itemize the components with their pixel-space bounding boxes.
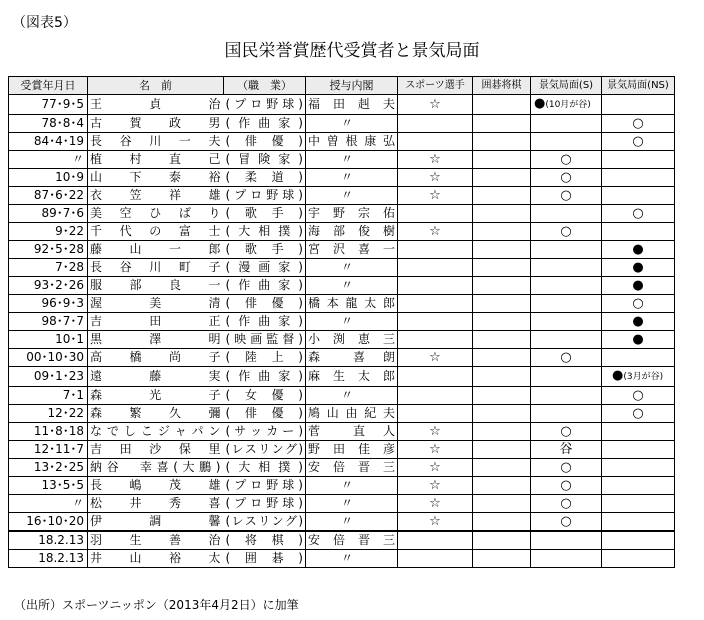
header-row xyxy=(9,77,675,95)
table-row xyxy=(9,531,675,550)
business-ns-cell xyxy=(602,259,675,277)
table-row xyxy=(9,205,675,223)
award-date: 〃 xyxy=(9,151,88,169)
go-shogi-mark xyxy=(473,405,531,423)
recipient-name: 千 代 の 富 士 xyxy=(88,223,224,241)
business-s-cell xyxy=(531,387,602,405)
sports-mark xyxy=(398,367,473,387)
business-ns-note: (3月が谷) xyxy=(623,372,664,382)
table-row xyxy=(9,95,675,115)
occupation: (俳優) xyxy=(224,295,306,313)
award-date: 10･1 xyxy=(9,331,88,349)
business-s-cell xyxy=(531,405,602,423)
go-shogi-mark xyxy=(473,441,531,459)
occupation: (柔道) xyxy=(224,169,306,187)
cabinet: 中曽根康弘 xyxy=(306,133,398,151)
cabinet: 〃 xyxy=(306,387,398,405)
go-shogi-mark xyxy=(473,423,531,441)
header-name: 名 前 xyxy=(88,77,224,95)
sports-mark: ☆ xyxy=(398,459,473,477)
sports-mark xyxy=(398,550,473,568)
sports-mark: ☆ xyxy=(398,169,473,187)
award-date: 11･8･18 xyxy=(9,423,88,441)
award-date: 89･7･6 xyxy=(9,205,88,223)
table-row xyxy=(9,169,675,187)
business-ns-cell xyxy=(602,241,675,259)
award-date: 00･10･30 xyxy=(9,349,88,367)
business-s-cell xyxy=(531,313,602,331)
cabinet: 宇 野 宗 佑 xyxy=(306,205,398,223)
table-row xyxy=(9,387,675,405)
sports-mark: ☆ xyxy=(398,477,473,495)
business-s-mark: ○ xyxy=(560,460,572,475)
table-row xyxy=(9,423,675,441)
occupation: (作曲家) xyxy=(224,367,306,387)
table-row xyxy=(9,331,675,349)
recipient-name: 長 嶋 茂 雄 xyxy=(88,477,224,495)
recipient-name: 井 山 裕 太 xyxy=(88,550,224,568)
occupation: (漫画家) xyxy=(224,259,306,277)
occupation: (俳優) xyxy=(224,405,306,423)
cabinet: 安 倍 晋 三 xyxy=(306,459,398,477)
business-ns-mark: ○ xyxy=(632,134,644,149)
go-shogi-mark xyxy=(473,133,531,151)
business-ns-cell xyxy=(602,367,675,387)
sports-mark xyxy=(398,277,473,295)
header-sports: スポーツ選手 xyxy=(398,77,473,95)
business-s-cell xyxy=(531,223,602,241)
sports-mark: ☆ xyxy=(398,423,473,441)
business-ns-mark: ● xyxy=(632,314,644,329)
business-ns-mark: ● xyxy=(632,332,644,347)
awards-table xyxy=(8,76,675,568)
cabinet: 〃 xyxy=(306,151,398,169)
business-s-cell xyxy=(531,151,602,169)
business-ns-cell xyxy=(602,513,675,532)
header-business-ns: 景気局面(NS) xyxy=(602,77,675,95)
table-row xyxy=(9,259,675,277)
table-row xyxy=(9,241,675,259)
business-ns-cell xyxy=(602,331,675,349)
business-s-mark: ○ xyxy=(560,224,572,239)
occupation: (プロ野球) xyxy=(224,495,306,513)
sports-mark: ☆ xyxy=(398,513,473,532)
table-row xyxy=(9,313,675,331)
award-date: 78･8･4 xyxy=(9,115,88,133)
sports-mark xyxy=(398,405,473,423)
cabinet: 福 田 赳 夫 xyxy=(306,95,398,115)
business-s-mark: ○ xyxy=(560,170,572,185)
award-date: 92･5･28 xyxy=(9,241,88,259)
cabinet: 麻 生 太 郎 xyxy=(306,367,398,387)
cabinet: 〃 xyxy=(306,259,398,277)
sports-mark: ☆ xyxy=(398,223,473,241)
business-ns-mark: ● xyxy=(632,278,644,293)
sports-mark: ☆ xyxy=(398,187,473,205)
business-s-cell xyxy=(531,423,602,441)
go-shogi-mark xyxy=(473,513,531,532)
go-shogi-mark xyxy=(473,349,531,367)
occupation: (サッカー) xyxy=(224,423,306,441)
occupation: (歌手) xyxy=(224,241,306,259)
sports-mark: ☆ xyxy=(398,95,473,115)
table-row xyxy=(9,459,675,477)
occupation: (女優) xyxy=(224,387,306,405)
table-row xyxy=(9,223,675,241)
business-s-cell xyxy=(531,187,602,205)
award-date: 96･9･3 xyxy=(9,295,88,313)
recipient-name: 服 部 良 一 xyxy=(88,277,224,295)
occupation: (作曲家) xyxy=(224,115,306,133)
recipient-name: 松 井 秀 喜 xyxy=(88,495,224,513)
cabinet: 海 部 俊 樹 xyxy=(306,223,398,241)
recipient-name: 長 谷 川 町 子 xyxy=(88,259,224,277)
occupation: (大相撲) xyxy=(224,223,306,241)
business-s-cell xyxy=(531,95,602,115)
business-ns-mark: ● xyxy=(612,368,624,383)
award-date: 13･2･25 xyxy=(9,459,88,477)
business-ns-cell xyxy=(602,187,675,205)
sports-mark: ☆ xyxy=(398,349,473,367)
cabinet: 〃 xyxy=(306,115,398,133)
business-s-mark: ○ xyxy=(560,188,572,203)
award-date: 12･11･7 xyxy=(9,441,88,459)
business-s-cell xyxy=(531,331,602,349)
occupation: (将棋) xyxy=(224,531,306,550)
table-row xyxy=(9,513,675,532)
cabinet: 〃 xyxy=(306,495,398,513)
go-shogi-mark xyxy=(473,295,531,313)
business-ns-cell xyxy=(602,441,675,459)
business-s-cell xyxy=(531,205,602,223)
occupation: (俳優) xyxy=(224,133,306,151)
business-ns-cell xyxy=(602,531,675,550)
table-row xyxy=(9,151,675,169)
occupation: (陸上) xyxy=(224,349,306,367)
recipient-name: 吉 田 正 xyxy=(88,313,224,331)
award-date: 98･7･7 xyxy=(9,313,88,331)
occupation: (レスリング) xyxy=(224,513,306,532)
recipient-name: 長 谷 川 一 夫 xyxy=(88,133,224,151)
business-ns-mark: ○ xyxy=(632,388,644,403)
business-s-cell xyxy=(531,115,602,133)
sports-mark: ☆ xyxy=(398,495,473,513)
cabinet: 小 渕 恵 三 xyxy=(306,331,398,349)
business-ns-mark: ○ xyxy=(632,296,644,311)
business-ns-cell xyxy=(602,151,675,169)
sports-mark xyxy=(398,241,473,259)
recipient-name: 伊 調 馨 xyxy=(88,513,224,532)
table-row xyxy=(9,367,675,387)
go-shogi-mark xyxy=(473,367,531,387)
recipient-name: 藤 山 一 郎 xyxy=(88,241,224,259)
business-s-cell xyxy=(531,495,602,513)
cabinet: 橋本龍太郎 xyxy=(306,295,398,313)
go-shogi-mark xyxy=(473,387,531,405)
business-ns-cell xyxy=(602,205,675,223)
cabinet: 〃 xyxy=(306,277,398,295)
business-ns-cell xyxy=(602,349,675,367)
occupation: (作曲家) xyxy=(224,277,306,295)
award-date: 09･1･23 xyxy=(9,367,88,387)
go-shogi-mark xyxy=(473,259,531,277)
occupation: (作曲家) xyxy=(224,313,306,331)
go-shogi-mark xyxy=(473,477,531,495)
business-ns-cell xyxy=(602,495,675,513)
award-date: 7･1 xyxy=(9,387,88,405)
occupation: (映画監督) xyxy=(224,331,306,349)
header-job: （職 業） xyxy=(224,77,306,95)
table-row xyxy=(9,187,675,205)
recipient-name: 植 村 直 己 xyxy=(88,151,224,169)
occupation: (囲碁) xyxy=(224,550,306,568)
sports-mark xyxy=(398,313,473,331)
cabinet: 〃 xyxy=(306,550,398,568)
occupation: (大相撲) xyxy=(224,459,306,477)
cabinet: 〃 xyxy=(306,169,398,187)
source-note: （出所）スポーツニッポン（2013年4月2日）に加筆 xyxy=(14,598,299,612)
go-shogi-mark xyxy=(473,331,531,349)
header-cabinet: 授与内閣 xyxy=(306,77,398,95)
table-row xyxy=(9,477,675,495)
business-ns-cell xyxy=(602,387,675,405)
table-row xyxy=(9,115,675,133)
recipient-name: 吉 田 沙 保 里 xyxy=(88,441,224,459)
sports-mark: ☆ xyxy=(398,441,473,459)
cabinet: 〃 xyxy=(306,477,398,495)
business-ns-mark: ○ xyxy=(632,206,644,221)
business-s-cell xyxy=(531,367,602,387)
business-ns-cell xyxy=(602,115,675,133)
occupation: (歌手) xyxy=(224,205,306,223)
sports-mark xyxy=(398,387,473,405)
business-s-cell xyxy=(531,441,602,459)
award-date: 9･22 xyxy=(9,223,88,241)
occupation: (プロ野球) xyxy=(224,477,306,495)
sports-mark xyxy=(398,133,473,151)
figure-label: （図表5） xyxy=(12,15,77,31)
occupation: (レスリング) xyxy=(224,441,306,459)
business-ns-cell xyxy=(602,95,675,115)
business-ns-cell xyxy=(602,405,675,423)
business-s-cell xyxy=(531,241,602,259)
award-date: 18.2.13 xyxy=(9,531,88,550)
business-s-mark: ● xyxy=(534,96,546,111)
sports-mark xyxy=(398,295,473,313)
business-ns-mark: ○ xyxy=(632,406,644,421)
business-s-cell xyxy=(531,277,602,295)
cabinet: 森 喜 朗 xyxy=(306,349,398,367)
recipient-name: なでしこジャパン xyxy=(88,423,224,441)
cabinet: 〃 xyxy=(306,187,398,205)
business-ns-cell xyxy=(602,550,675,568)
recipient-name: 衣 笠 祥 雄 xyxy=(88,187,224,205)
recipient-name: 黒 澤 明 xyxy=(88,331,224,349)
business-s-mark: ○ xyxy=(560,496,572,511)
cabinet: 〃 xyxy=(306,513,398,532)
recipient-name: 森 繁 久 彌 xyxy=(88,405,224,423)
table-row xyxy=(9,405,675,423)
table-row xyxy=(9,495,675,513)
business-ns-cell xyxy=(602,295,675,313)
business-ns-cell xyxy=(602,277,675,295)
go-shogi-mark xyxy=(473,187,531,205)
recipient-name: 山 下 泰 裕 xyxy=(88,169,224,187)
business-s-mark: ○ xyxy=(560,478,572,493)
sports-mark xyxy=(398,205,473,223)
award-date: 84･4･19 xyxy=(9,133,88,151)
business-ns-cell xyxy=(602,477,675,495)
business-s-mark: ○ xyxy=(560,350,572,365)
table-row xyxy=(9,133,675,151)
business-s-cell xyxy=(531,513,602,532)
business-ns-cell xyxy=(602,223,675,241)
business-ns-cell xyxy=(602,169,675,187)
business-s-cell xyxy=(531,531,602,550)
cabinet: 安 倍 晋 三 xyxy=(306,531,398,550)
recipient-name: 渥 美 清 xyxy=(88,295,224,313)
go-shogi-mark xyxy=(473,241,531,259)
recipient-name: 高 橋 尚 子 xyxy=(88,349,224,367)
table-row xyxy=(9,441,675,459)
go-shogi-mark xyxy=(473,205,531,223)
go-shogi-mark xyxy=(473,459,531,477)
business-s-cell xyxy=(531,550,602,568)
business-s-mark: 谷 xyxy=(559,442,573,457)
table-row xyxy=(9,277,675,295)
award-date: 7･28 xyxy=(9,259,88,277)
award-date: 77･9･5 xyxy=(9,95,88,115)
award-date: 87･6･22 xyxy=(9,187,88,205)
sports-mark xyxy=(398,531,473,550)
header-date: 受賞年月日 xyxy=(9,77,88,95)
cabinet: 菅 直 人 xyxy=(306,423,398,441)
business-s-mark: ○ xyxy=(560,424,572,439)
award-date: 18.2.13 xyxy=(9,550,88,568)
business-s-cell xyxy=(531,349,602,367)
recipient-name: 王 貞 治 xyxy=(88,95,224,115)
business-s-cell xyxy=(531,459,602,477)
business-ns-cell xyxy=(602,313,675,331)
go-shogi-mark xyxy=(473,495,531,513)
go-shogi-mark xyxy=(473,277,531,295)
go-shogi-mark xyxy=(473,115,531,133)
business-s-mark: ○ xyxy=(560,152,572,167)
business-ns-cell xyxy=(602,459,675,477)
occupation: (プロ野球) xyxy=(224,187,306,205)
award-date: 93･2･26 xyxy=(9,277,88,295)
go-shogi-mark xyxy=(473,313,531,331)
sports-mark xyxy=(398,259,473,277)
page-title: 国民栄誉賞歴代受賞者と景気局面 xyxy=(224,41,480,61)
award-date: 12･22 xyxy=(9,405,88,423)
sports-mark: ☆ xyxy=(398,151,473,169)
recipient-name: 遠 藤 実 xyxy=(88,367,224,387)
cabinet: 宮 沢 喜 一 xyxy=(306,241,398,259)
recipient-name: 美 空 ひ ば り xyxy=(88,205,224,223)
header-business-s: 景気局面(S) xyxy=(531,77,602,95)
go-shogi-mark xyxy=(473,151,531,169)
business-s-cell xyxy=(531,169,602,187)
business-ns-cell xyxy=(602,133,675,151)
business-ns-cell xyxy=(602,423,675,441)
award-date: 〃 xyxy=(9,495,88,513)
go-shogi-mark xyxy=(473,223,531,241)
recipient-name: 古 賀 政 男 xyxy=(88,115,224,133)
business-s-cell xyxy=(531,133,602,151)
sports-mark xyxy=(398,331,473,349)
business-s-note: (10月が谷) xyxy=(545,100,591,110)
business-s-mark: ○ xyxy=(560,514,572,529)
table-row xyxy=(9,550,675,568)
recipient-name: 納谷 幸喜(大鵬) xyxy=(88,459,224,477)
recipient-name: 森 光 子 xyxy=(88,387,224,405)
cabinet: 〃 xyxy=(306,313,398,331)
table-row xyxy=(9,295,675,313)
award-date: 16･10･20 xyxy=(9,513,88,532)
business-s-cell xyxy=(531,477,602,495)
cabinet: 鳩山由紀夫 xyxy=(306,405,398,423)
occupation: (冒険家) xyxy=(224,151,306,169)
go-shogi-mark xyxy=(473,169,531,187)
header-go-shogi: 囲碁将棋 xyxy=(473,77,531,95)
go-shogi-mark xyxy=(473,531,531,550)
occupation: (プロ野球) xyxy=(224,95,306,115)
business-ns-mark: ● xyxy=(632,242,644,257)
recipient-name: 羽 生 善 治 xyxy=(88,531,224,550)
table-row xyxy=(9,349,675,367)
business-s-cell xyxy=(531,259,602,277)
business-ns-mark: ○ xyxy=(632,116,644,131)
sports-mark xyxy=(398,115,473,133)
award-date: 13･5･5 xyxy=(9,477,88,495)
business-s-cell xyxy=(531,295,602,313)
go-shogi-mark xyxy=(473,550,531,568)
business-ns-mark: ● xyxy=(632,260,644,275)
cabinet: 野 田 佳 彦 xyxy=(306,441,398,459)
go-shogi-mark xyxy=(473,95,531,115)
award-date: 10･9 xyxy=(9,169,88,187)
